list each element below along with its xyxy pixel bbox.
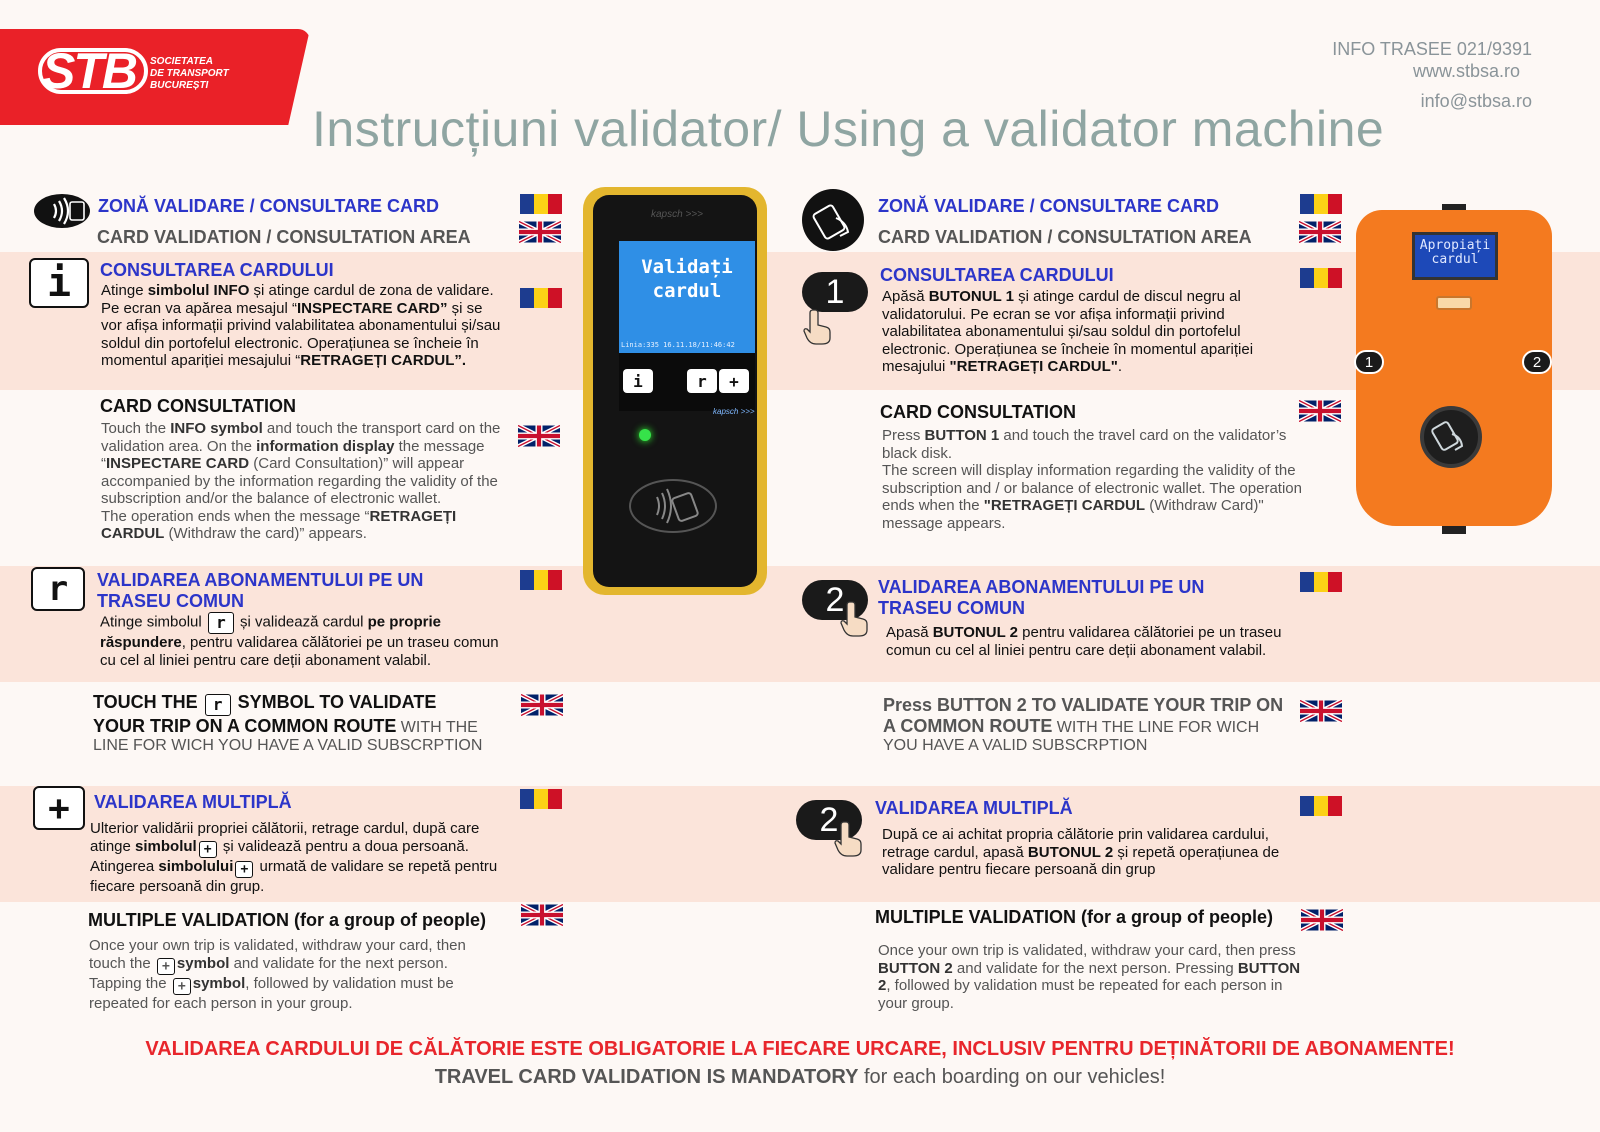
device-front [593, 195, 757, 587]
left-area-title-ro: ZONĂ VALIDARE / CONSULTARE CARD [98, 196, 439, 216]
info-phone: INFO TRASEE 021/9391 [1332, 39, 1532, 59]
logo-subtitle: SOCIETATEA DE TRANSPORT BUCUREȘTI [150, 56, 229, 91]
nfc-reader-area[interactable] [629, 479, 717, 533]
flag-ro-icon [520, 288, 562, 308]
status-led-icon [639, 429, 651, 441]
right-multiple-title-en: MULTIPLE VALIDATION (for a group of people) [875, 907, 1273, 927]
pointing-hand-icon [840, 600, 870, 638]
left-consult-title-en: CARD CONSULTATION [100, 396, 296, 416]
left-multiple-text-en: Once your own trip is validated, withdraw your card, then touch the + symbol and validate for the next person. Tapping the + symbol, followed by validation must be repeated for each person in your group. [89, 937, 466, 1012]
flag-uk-icon [521, 904, 563, 926]
mandatory-validation-en: TRAVEL CARD VALIDATION IS MANDATORY for each boarding on our vehicles! [434, 1066, 1166, 1088]
route-symbol-icon: r [208, 612, 234, 634]
info-symbol-icon: i [29, 258, 89, 308]
kapsch-validator-device [583, 187, 767, 595]
button-2-icon: 2 [802, 580, 868, 620]
left-common-title-ro: VALIDAREA ABONAMENTULUI PE UN TRASEU COMUN [97, 570, 424, 611]
flag-uk-icon [518, 425, 560, 447]
device-route-key[interactable]: r [687, 369, 717, 393]
flag-uk-icon [1299, 221, 1341, 243]
left-consult-title-ro: CONSULTAREA CARDULUI [100, 260, 334, 280]
right-multiple-title-ro: VALIDAREA MULTIPLĂ [875, 798, 1073, 818]
card-tap-icon [1424, 410, 1478, 464]
plus-symbol-icon: + [199, 841, 217, 858]
flag-uk-icon [519, 221, 561, 243]
button-1-icon: 1 [802, 272, 868, 312]
right-consult-title-ro: CONSULTAREA CARDULUI [880, 265, 1114, 285]
flag-ro-icon [520, 789, 562, 809]
device-plus-key[interactable]: + [719, 369, 749, 393]
device2-screen: Apropiați cardul [1412, 232, 1498, 280]
right-consult-text-en: Press BUTTON 1 and touch the travel card on the validator’s black disk. The screen will display information regarding the validity of the subscription and / or balance of electronic wallet. The operation ends when the "RETRAGEȚI CARDUL (Withdraw Card)" message appears. [882, 427, 1302, 532]
plus-symbol-icon: + [33, 786, 85, 830]
flag-ro-icon [1300, 194, 1342, 214]
device-screen: Validați cardul Linia:335 16.11.18/11:46:42 [619, 241, 755, 353]
left-consult-text-ro: Atinge simbolul INFO și atinge cardul de zona de validare. Pe ecran va apărea mesajul “INSPECTARE CARD” și se vor afișa informații privind valabilitatea abonamentului și/sau soldul din portofelul electronic. Operațiunea se încheie în momentul apariției mesajului “RETRAGEȚI CARDUL”. [101, 282, 501, 369]
right-area-title-en: CARD VALIDATION / CONSULTATION AREA [878, 227, 1252, 247]
flag-uk-icon [1300, 700, 1342, 722]
right-consult-title-en: CARD CONSULTATION [880, 402, 1076, 422]
route-symbol-icon: r [205, 694, 231, 716]
right-multiple-text-en: Once your own trip is validated, withdraw your card, then press BUTTON 2 and validate for the next person. Pressing BUTTON 2, followed by validation must be repeated for each person in your group. [878, 942, 1301, 1012]
plus-symbol-icon: + [173, 978, 191, 995]
left-common-text-ro: Atinge simbolul r și validează cardul pe proprie răspundere, pentru validarea călătoriei pe un traseu comun cu cel al liniei pentru care deții abonament valabil. [100, 613, 499, 669]
right-multiple-text-ro: După ce ai achitat propria călătorie prin validarea cardului, retrage cardul, apasă BUTONUL 2 și repetă operațiunea de validare pentru fiecare persoană din grup [882, 826, 1280, 878]
flag-uk-icon [1301, 909, 1343, 931]
button-2-icon: 2 [796, 800, 862, 840]
flag-ro-icon [1300, 268, 1342, 288]
contactless-icon [631, 481, 715, 531]
mandatory-validation-ro: VALIDAREA CARDULUI DE CĂLĂTORIE ESTE OBLIGATORIE LA FIECARE URCARE, INCLUSIV PENTRU DEȚINĂTORII DE ABONAMENTE! [145, 1038, 1455, 1060]
flag-ro-icon [1300, 572, 1342, 592]
left-multiple-text-ro: Ulterior validării propriei călătorii, retrage cardul, după care atinge simbolul + și validează pentru a doua persoană. Atingerea simbolului + urmată de validare se repetă pentru fiecare persoană din grup. [90, 820, 498, 895]
flag-ro-icon [520, 570, 562, 590]
left-common-text-en: TOUCH THE r SYMBOL TO VALIDATE YOUR TRIP ON A COMMON ROUTE WITH THE LINE FOR WICH YOU HAVE A VALID SUBSCRPTION [93, 692, 483, 754]
logo-text: STB [42, 43, 136, 99]
plus-symbol-icon: + [235, 861, 253, 878]
flag-uk-icon [1299, 400, 1341, 422]
right-area-title-ro: ZONĂ VALIDARE / CONSULTARE CARD [878, 196, 1219, 216]
flag-ro-icon [1300, 796, 1342, 816]
device-brand: kapsch >>> [651, 209, 703, 220]
left-area-title-en: CARD VALIDATION / CONSULTATION AREA [97, 227, 471, 247]
device-screen-status: Linia:335 16.11.18/11:46:42 [621, 341, 735, 349]
flag-uk-icon [521, 694, 563, 716]
flag-ro-icon [520, 194, 562, 214]
device2-light [1436, 296, 1472, 310]
contactless-card-icon [32, 192, 92, 230]
right-consult-text-ro: Apăsă BUTONUL 1 și atinge cardul de discul negru al validatorului. Pe ecran se vor afișa informații privind valabilitatea abonamentului și/sau soldul din portofelul electronic. Operațiunea se încheie în momentul apariției mesajului "RETRAGEȚI CARDUL". [882, 288, 1254, 375]
orange-validator-device [1356, 210, 1552, 526]
device2-button-1[interactable]: 1 [1354, 350, 1384, 374]
plus-symbol-icon: + [157, 958, 175, 975]
left-multiple-title-en: MULTIPLE VALIDATION (for a group of people) [88, 910, 486, 930]
email-link[interactable]: info@stbsa.ro [1420, 91, 1532, 111]
pointing-hand-icon [834, 820, 864, 858]
route-symbol-icon: r [31, 567, 85, 611]
left-multiple-title-ro: VALIDAREA MULTIPLĂ [94, 792, 292, 812]
device2-button-2[interactable]: 2 [1522, 350, 1552, 374]
page-title: Instrucțiuni validator/ Using a validator machine [312, 101, 1385, 157]
right-common-text-en: Press BUTTON 2 TO VALIDATE YOUR TRIP ON A COMMON ROUTE WITH THE LINE FOR WICH YOU HAVE A VALID SUBSCRPTION [883, 695, 1284, 754]
left-consult-text-en: Touch the INFO symbol and touch the transport card on the validation area. On the information display the message “INSPECTARE CARD (Card Consultation)” will appear accompanied by the information regarding the validity of the subscription and/or the balance of electronic wallet. The operation ends when the message “RETRAGEȚI CARDUL (Withdraw the card)” appears. [101, 420, 501, 542]
pointing-hand-icon [803, 308, 833, 346]
device-brand-small: kapsch >>> [713, 407, 755, 416]
device-info-key[interactable]: i [623, 369, 653, 393]
card-tap-disc-icon [800, 188, 866, 252]
right-common-title-ro: VALIDAREA ABONAMENTULUI PE UN TRASEU COMUN [878, 577, 1205, 618]
device2-card-disc[interactable] [1420, 406, 1482, 468]
website-link[interactable]: www.stbsa.ro [1412, 61, 1520, 81]
right-common-text-ro: Apasă BUTONUL 2 pentru validarea călătoriei pe un traseu comun cu cel al liniei pentru care deții abonament valabil. [886, 624, 1282, 659]
